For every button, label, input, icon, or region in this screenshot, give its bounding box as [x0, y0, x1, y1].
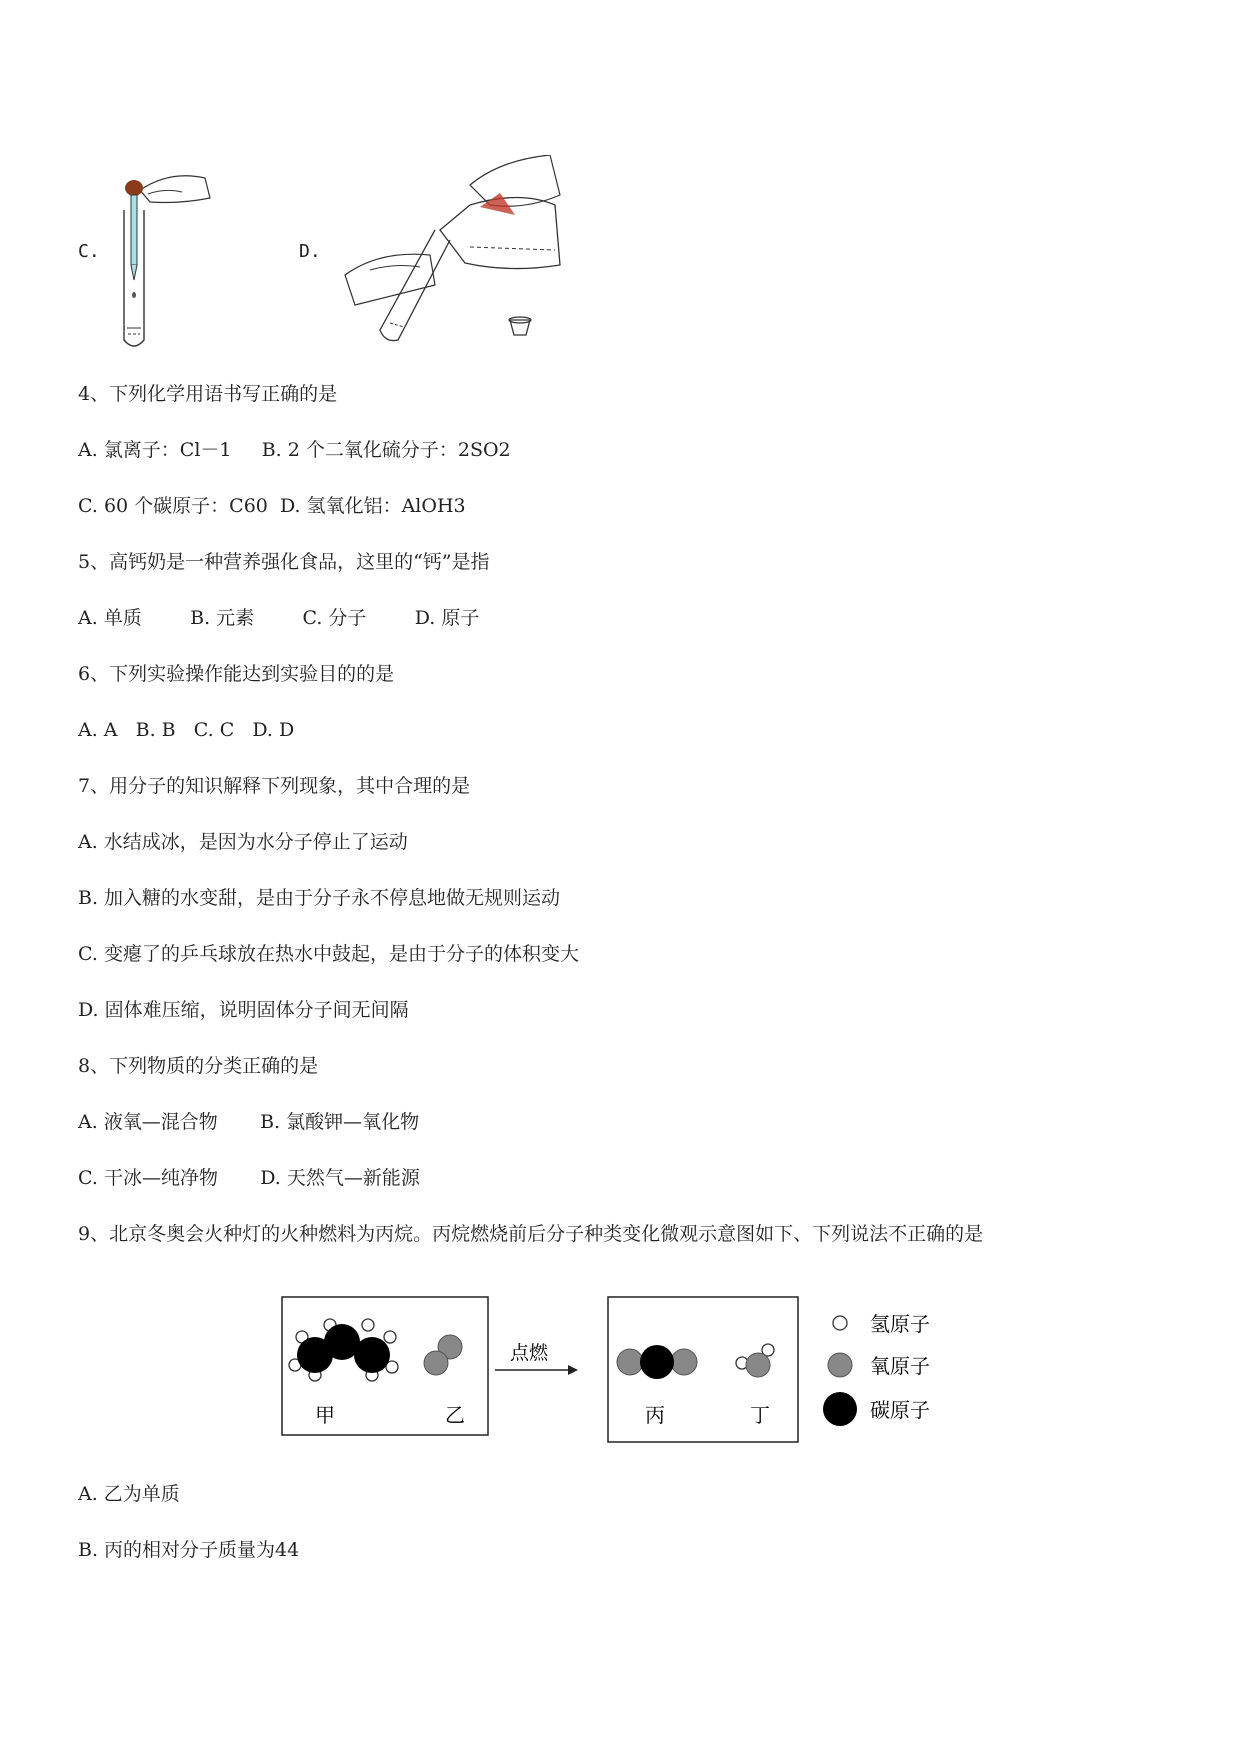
q8-options-row1: A. 液氧—混合物 B. 氯酸钾—氧化物 — [78, 1111, 420, 1133]
q4-stem: 4、下列化学用语书写正确的是 — [78, 383, 338, 405]
oxygen-molecule — [424, 1335, 462, 1375]
dropper-illustration — [110, 170, 220, 350]
label-bing: 丙 — [645, 1403, 665, 1427]
legend — [823, 1312, 930, 1426]
legend-oxygen: 氧原子 — [870, 1354, 930, 1378]
q8-options-row2: C. 干冰—纯净物 D. 天然气—新能源 — [78, 1167, 420, 1189]
water-molecule — [736, 1344, 774, 1377]
legend-hydrogen: 氢原子 — [870, 1312, 930, 1336]
q9-stem: 9、北京冬奥会火种灯的火种燃料为丙烷。丙烷燃烧前后分子种类变化微观示意图如下、下列说法不正确的是 — [78, 1223, 984, 1245]
hydrogen-legend-icon — [833, 1316, 847, 1330]
q7-option-d: D. 固体难压缩，说明固体分子间无间隔 — [78, 999, 409, 1021]
q9-option-a: A. 乙为单质 — [78, 1483, 180, 1505]
q7-stem: 7、用分子的知识解释下列现象，其中合理的是 — [78, 775, 471, 797]
arrowhead — [568, 1365, 578, 1375]
label-yi: 乙 — [445, 1403, 465, 1427]
reaction-microscopic-diagram — [280, 1295, 960, 1455]
arrow-label: 点燃 — [510, 1342, 549, 1364]
q6-options: A. A B. B C. C D. D — [78, 719, 295, 741]
q7-option-b: B. 加入糖的水变甜，是由于分子永不停息地做无规则运动 — [78, 887, 561, 909]
label-jia: 甲 — [315, 1403, 335, 1427]
label-ding: 丁 — [750, 1403, 770, 1427]
q9-option-b: B. 丙的相对分子质量为44 — [78, 1539, 300, 1561]
q4-options-row2: C. 60 个碳原子：C60 D. 氢氧化铝：AlOH3 — [78, 495, 466, 517]
q7-option-c: C. 变瘪了的乒乓球放在热水中鼓起，是由于分子的体积变大 — [78, 943, 579, 965]
q5-options: A. 单质 B. 元素 C. 分子 D. 原子 — [78, 607, 480, 629]
q8-stem: 8、下列物质的分类正确的是 — [78, 1055, 319, 1077]
option-d-label: D. — [299, 241, 321, 262]
q6-stem: 6、下列实验操作能达到实验目的的是 — [78, 663, 395, 685]
carbon-legend-icon — [823, 1392, 857, 1426]
q4-options-row1: A. 氯离子：Cl－1 B. 2 个二氧化硫分子：2SO2 — [78, 439, 511, 461]
q5-stem: 5、高钙奶是一种营养强化食品，这里的“钙”是指 — [78, 551, 490, 573]
pouring-liquid-illustration — [340, 155, 570, 345]
option-c-label: C. — [78, 241, 100, 262]
carbon-dioxide-molecule — [617, 1345, 697, 1379]
q7-option-a: A. 水结成冰，是因为水分子停止了运动 — [78, 831, 408, 853]
propane-molecule — [289, 1319, 398, 1381]
oxygen-legend-icon — [828, 1353, 852, 1377]
legend-carbon: 碳原子 — [870, 1398, 930, 1422]
